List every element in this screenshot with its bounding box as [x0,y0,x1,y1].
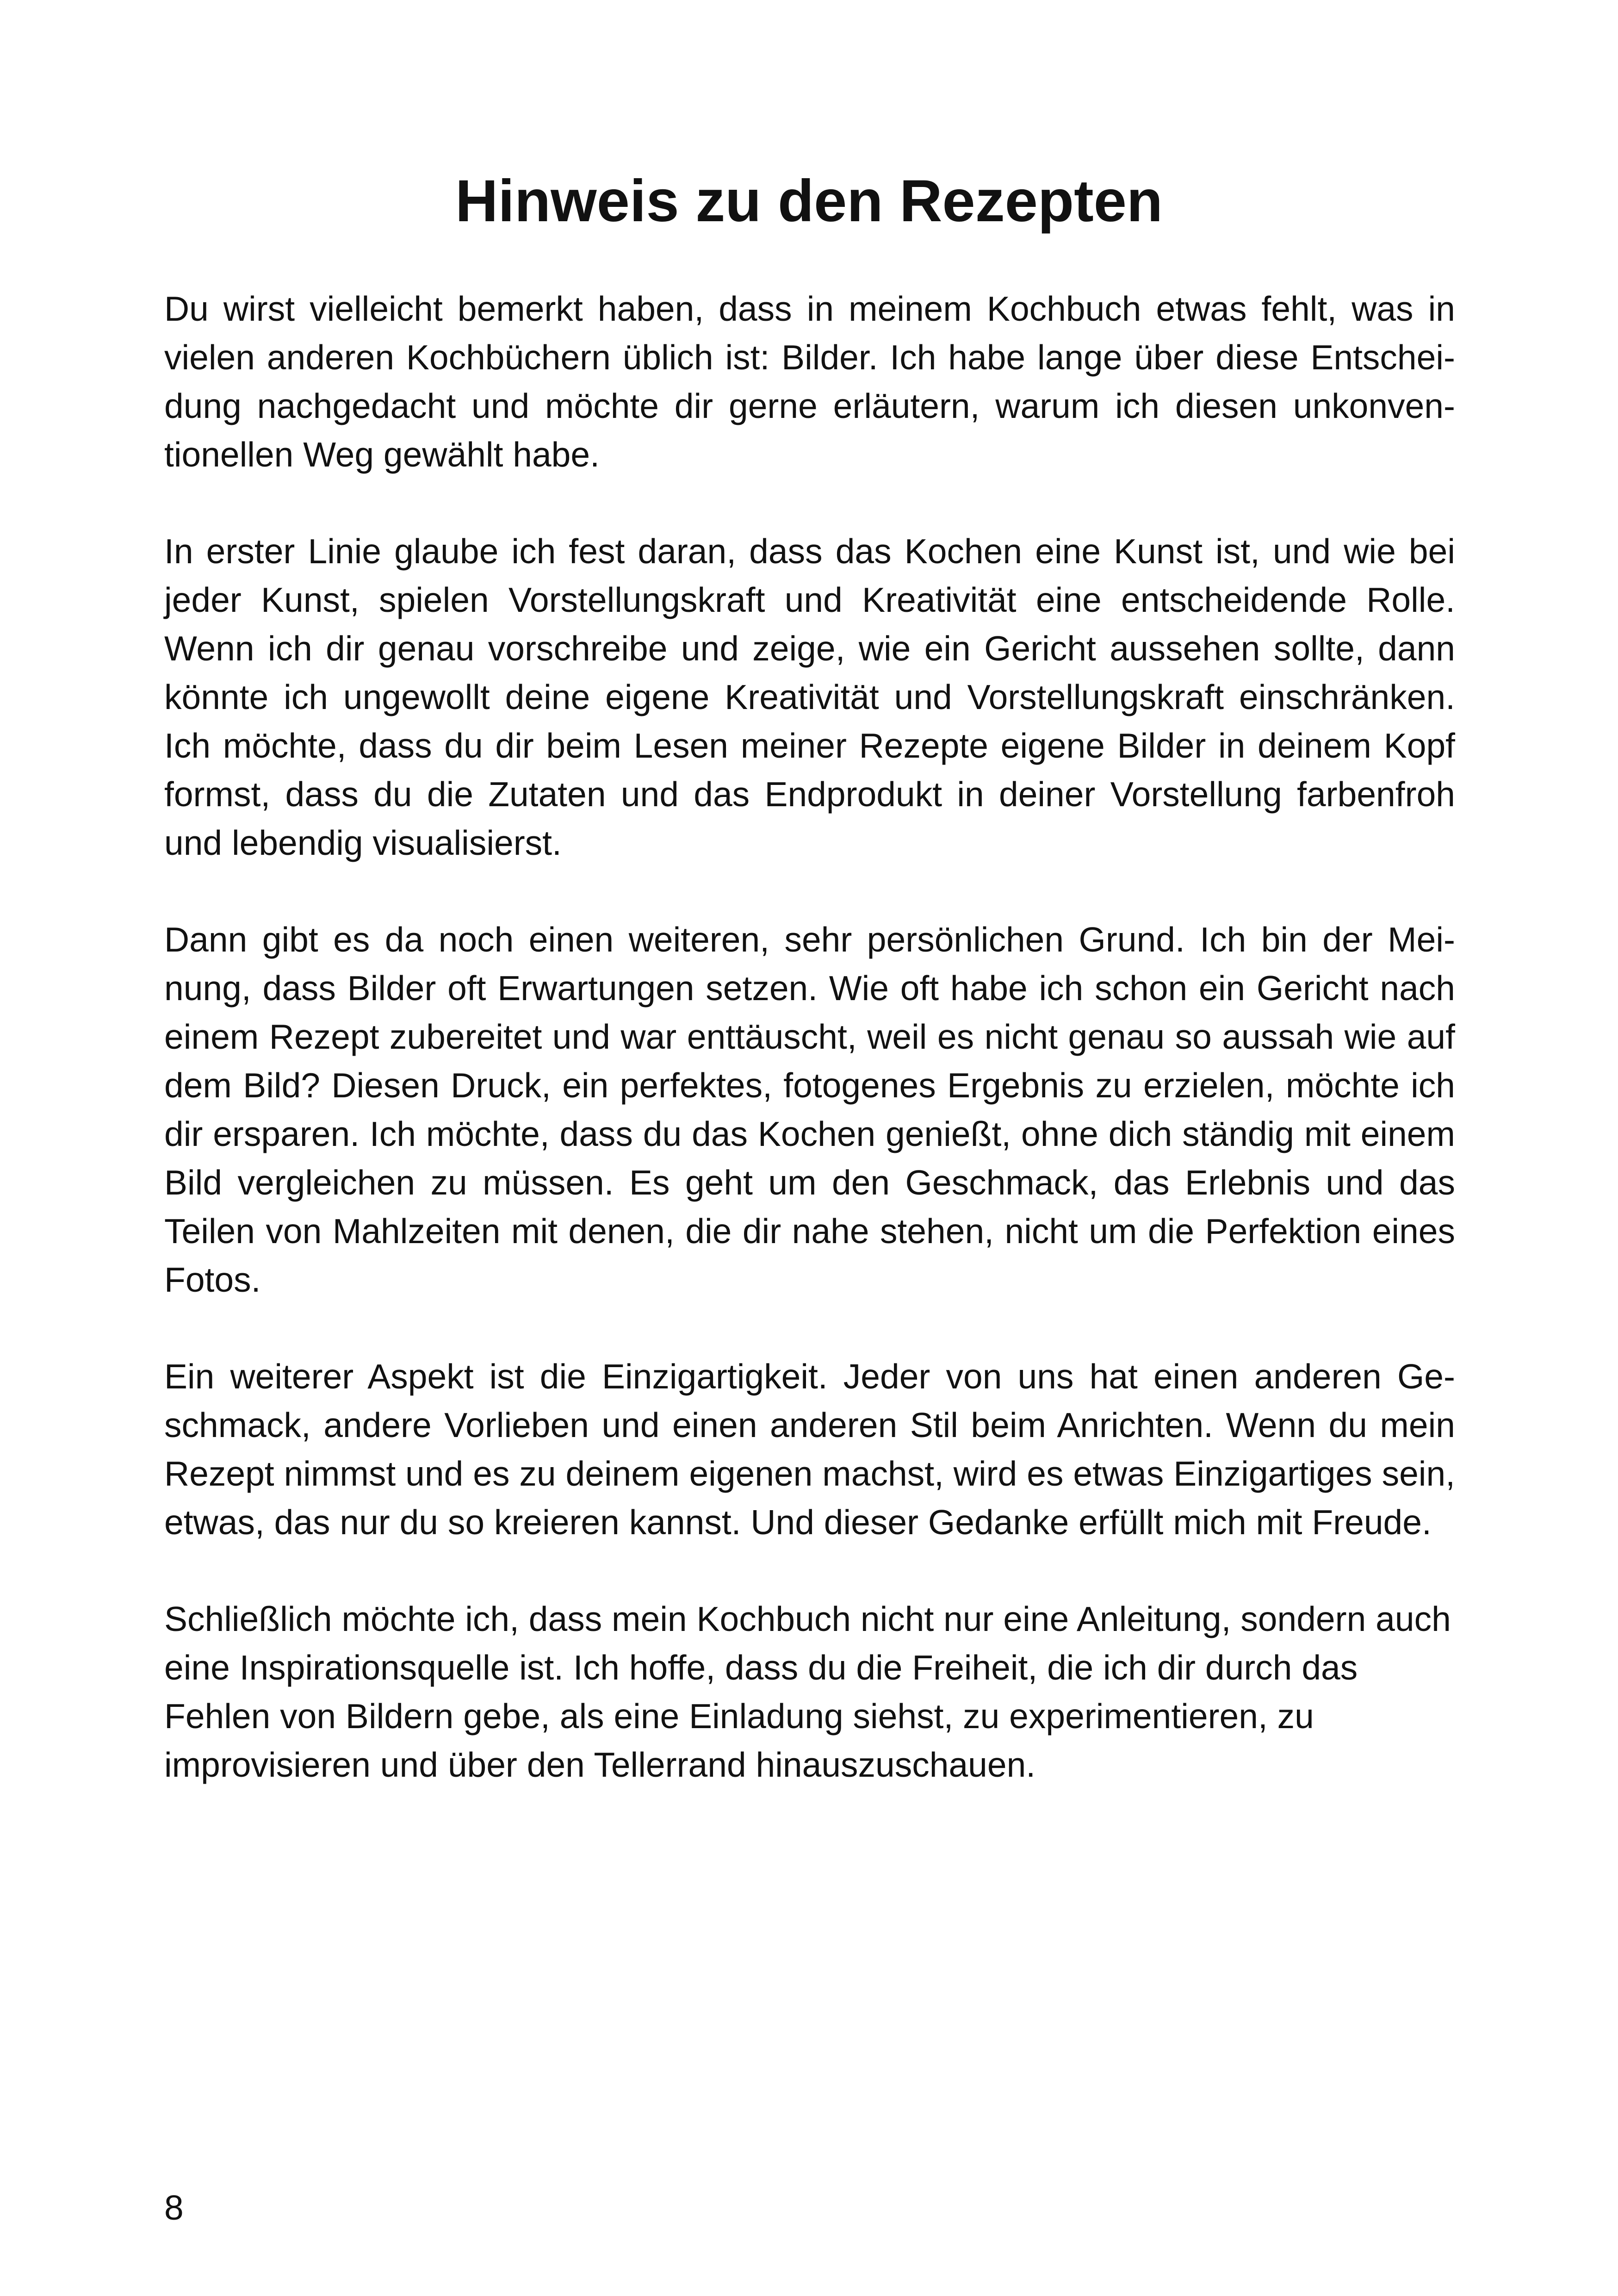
paragraph-5: Schließlich möchte ich, dass mein Kochbuch nicht nur eine Anleitung, sondern auch eine Inspirationsquelle ist. Ich hoffe, dass du die Freiheit, die ich dir durch das Fehlen von Bildern gebe, als eine Einladung siehst, zu experimentieren, zu improvisieren und über den Tellerrand hinauszuschauen. [164,1599,1451,1784]
paragraph-1: Du wirst vielleicht bemerkt haben, dass in meinem Kochbuch etwas fehlt, was in vielen anderen Kochbüchern üblich ist: Bilder. Ich habe lange über diese Entscheidung nachgedacht und möchte dir gerne erläutern, warum ich diesen unkonventionellen Weg gewählt habe. [164,289,1455,474]
paragraph-4: Ein weiterer Aspekt ist die Einzigartigkeit. Jeder von uns hat einen anderen Geschmack, andere Vorlieben und einen anderen Stil beim Anrichten. Wenn du mein Rezept nimmst und es zu deinem eigenen machst, wird es etwas Einzigartiges sein, etwas, das nur du so kreieren kannst. Und dieser Gedanke erfüllt mich mit Freude. [164,1357,1455,1542]
paragraph-2: In erster Linie glaube ich fest daran, dass das Kochen eine Kunst ist, und wie bei jeder Kunst, spielen Vorstellungskraft und Kreativität eine entscheidende Rolle. Wenn ich dir genau vorschreibe und zeige, wie ein Gericht aussehen sollte, dann könnte ich ungewollt deine eigene Kreativität und Vorstellungskraft einschränken. Ich möchte, dass du dir beim Lesen meiner Rezepte eigene Bilder in deinem Kopf formst, dass du die Zutaten und das Endprodukt in deiner Vorstellung farbenfroh und lebendig visualisierst. [164,532,1455,862]
page-number: 8 [164,2188,184,2227]
body-text [164,285,1455,1789]
paragraph-3: Dann gibt es da noch einen weiteren, sehr persönlichen Grund. Ich bin der Meinung, dass Bilder oft Erwartungen setzen. Wie oft habe ich schon ein Gericht nach einem Rezept zubereitet und war enttäuscht, weil es nicht genau so aussah wie auf dem Bild? Diesen Druck, ein perfektes, fotogenes Ergebnis zu erzielen, möchte ich dir ersparen. Ich möchte, dass du das Kochen genießt, ohne dich ständig mit einem Bild vergleichen zu müssen. Es geht um den Geschmack, das Erlebnis und das Teilen von Mahlzeiten mit denen, die dir nahe stehen, nicht um die Perfektion eines Fotos. [164,920,1455,1299]
page-title: Hinweis zu den Rezepten [455,168,1163,234]
